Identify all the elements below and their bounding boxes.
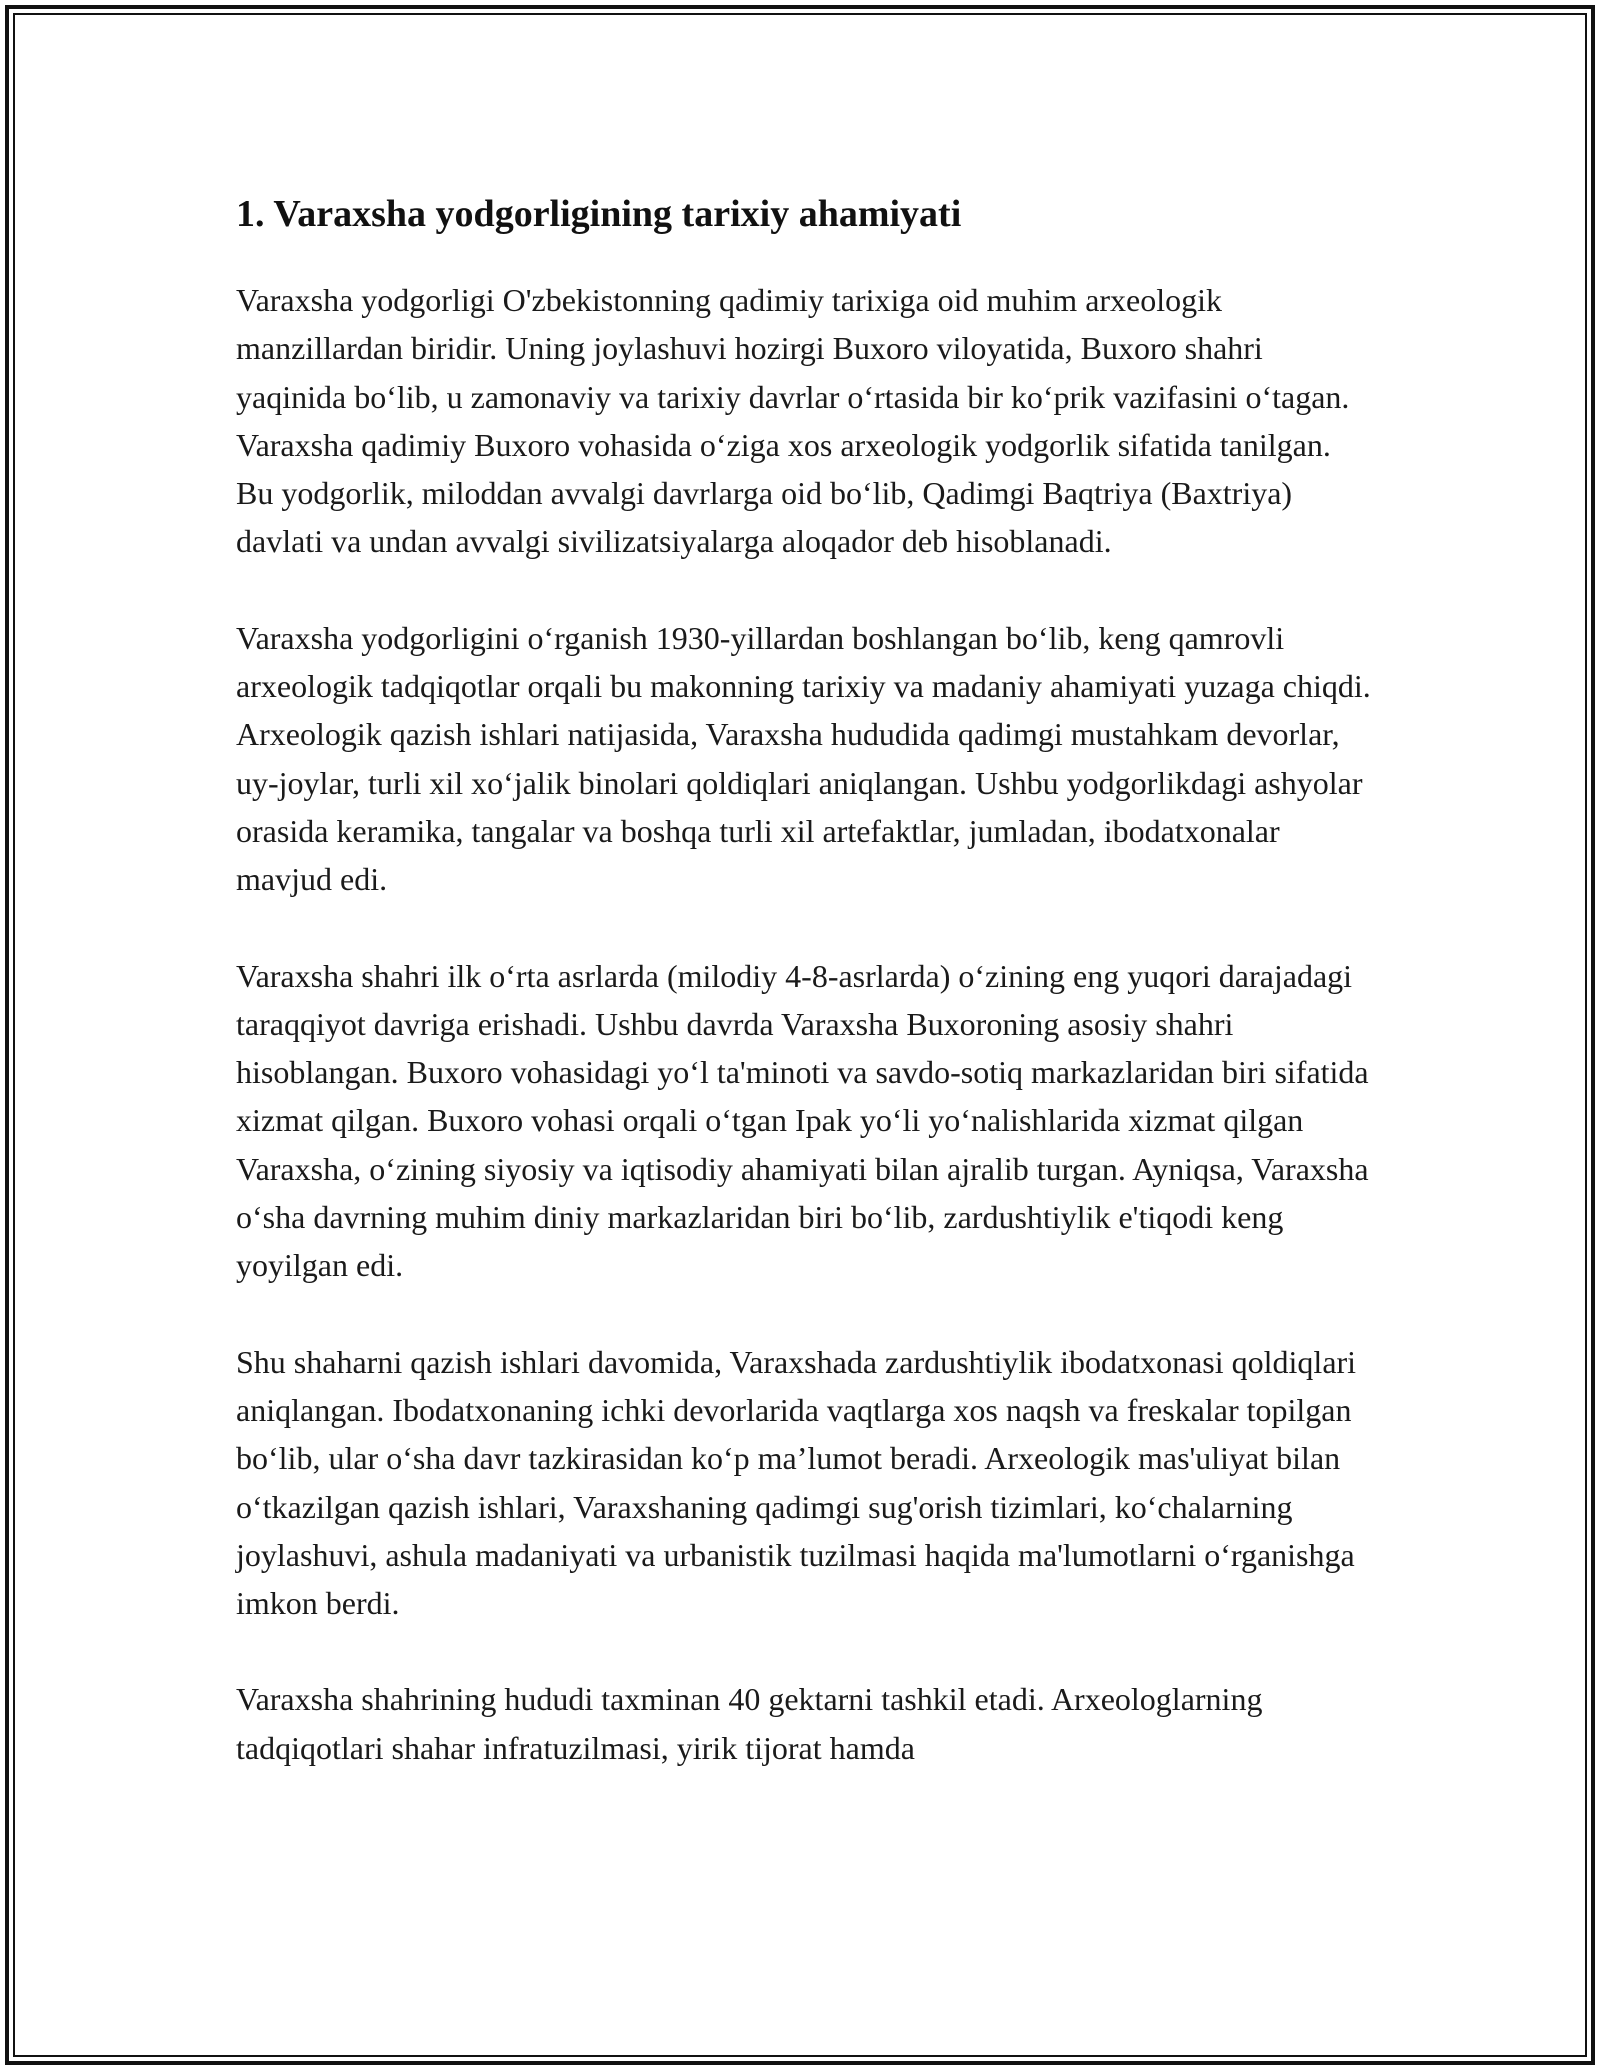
paragraph-1: Varaxsha yodgorligi O'zbekistonning qadimiy tarixiga oid muhim arxeologik manzillardan biridir. Uning joylashuvi hozirgi Buxoro viloyatida, Buxoro shahri yaqinida bo‘lib, u zamonaviy va tarixiy davrlar o‘rtasida bir ko‘prik vazifasini o‘tagan. Varaxsha qadimiy Buxoro vohasida o‘ziga xos arxeologik yodgorlik sifatida tanilgan. Bu yodgorlik, miloddan avvalgi davrlarga oid bo‘lib, Qadimgi Baqtriya (Baxtriya) davlati va undan avvalgi sivilizatsiyalarga aloqador deb hisoblanadi. bbox=[236, 282, 1350, 560]
paragraph-2: Varaxsha yodgorligini o‘rganish 1930-yillardan boshlangan bo‘lib, keng qamrovli arxeologik tadqiqotlar orqali bu makonning tarixiy va madaniy ahamiyati yuzaga chiqdi. Arxeologik qazish ishlari natijasida, Varaxsha hududida qadimgi mustahkam devorlar, uy-joylar, turli xil xo‘jalik binolari qoldiqlari aniqlangan. Ushbu yodgorlikdagi ashyolar orasida keramika, tangalar va boshqa turli xil artefaktlar, jumladan, ibodatxonalar mavjud edi. bbox=[236, 619, 1371, 898]
paragraph-4: Shu shaharni qazish ishlari davomida, Varaxshada zardushtiylik ibodatxonasi qoldiqlari aniqlangan. Ibodatxonaning ichki devorlarida vaqtlarga xos naqsh va freskalar topilgan bo‘lib, ular o‘sha davr tazkirasidan ko‘p ma’lumot beradi. Arxeologik mas'uliyat bilan o‘tkazilgan qazish ishlari, Varaxshaning qadimgi sug'orish tizimlari, ko‘chalarning joylashuvi, ashula madaniyati va urbanistik tuzilmasi haqida ma'lumotlarni o‘rganishga imkon berdi. bbox=[236, 1343, 1357, 1622]
paragraph-5: Varaxsha shahrining hududi taxminan 40 gektarni tashkil etadi. Arxeologlarning tadqiqotlari shahar infratuzilmasi, yirik tijorat hamda bbox=[236, 1681, 1263, 1766]
paragraph-3: Varaxsha shahri ilk o‘rta asrlarda (milodiy 4-8-asrlarda) o‘zining eng yuqori darajadagi taraqqiyot davriga erishadi. Ushbu davrda Varaxsha Buxoroning asosiy shahri hisoblangan. Buxoro vohasidagi yo‘l ta'minoti va savdo-sotiq markazlaridan biri sifatida xizmat qilgan. Buxoro vohasi orqali o‘tgan Ipak yo‘li yo‘nalishlarida xizmat qilgan Varaxsha, o‘zining siyosiy va iqtisodiy ahamiyati bilan ajralib turgan. Ayniqsa, Varaxsha o‘sha davrning muhim diniy markazlaridan biri bo‘lib, zardushtiylik e'tiqodi keng yoyilgan edi. bbox=[236, 957, 1369, 1284]
document-body bbox=[236, 186, 1376, 1820]
section-heading: 1. Varaxsha yodgorligining tarixiy ahamiyati bbox=[236, 193, 962, 235]
